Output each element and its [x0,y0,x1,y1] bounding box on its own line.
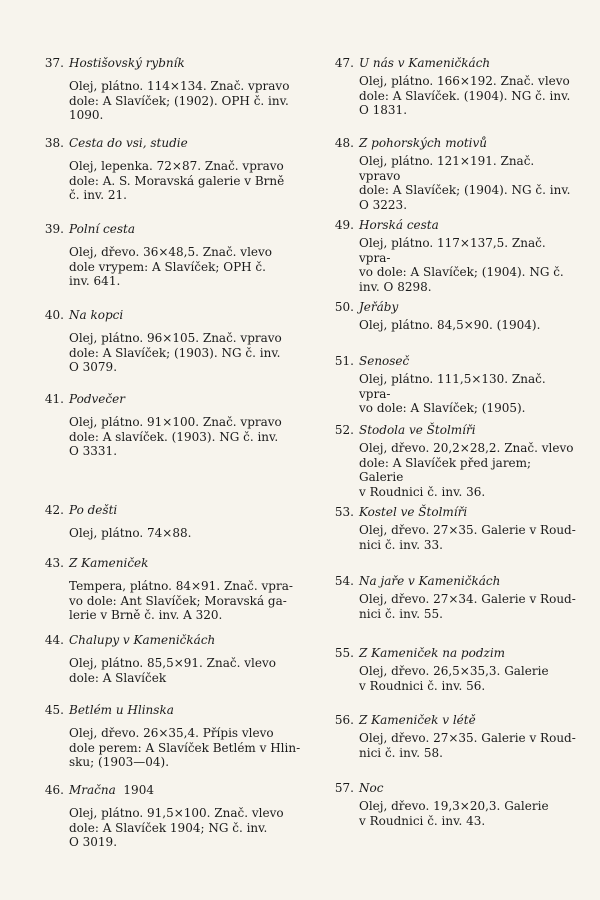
entry-title: Po dešti [69,503,118,517]
entry-description: Olej, plátno. 91×100. Znač. vpravo dole: A slavíček. (1903). NG č. inv. O 3331. [69,415,282,458]
catalog-entry-56 [326,713,576,781]
entry-title: Stodola ve Štolmíři [359,423,476,437]
entry-description: Olej, dřevo. 27×34. Galerie v Roud- nici č. inv. 55. [359,592,576,621]
entry-title: Kostel ve Štolmíři [359,505,468,519]
entry-number: 46. [44,783,64,797]
entry-number: 39. [44,222,64,236]
entry-description: Olej, plátno. 85,5×91. Znač. vlevo dole: A Slavíček [69,656,276,685]
entry-title: Cesta do vsi, studie [69,136,188,150]
entry-number: 43. [44,556,64,570]
entry-description: Olej, plátno. 111,5×130. Znač. vpra- vo dole: A Slavíček; (1905). [359,372,546,415]
catalog-entry-42 [36,503,306,556]
entry-title: Na kopci [69,308,124,322]
entry-number: 57. [334,781,354,795]
entry-description: Olej, dřevo. 27×35. Galerie v Roud- nici č. inv. 58. [359,731,576,760]
entry-description: Olej, plátno. 117×137,5. Znač. vpra- vo dole: A Slavíček; (1904). NG č. inv. O 8298. [359,236,564,294]
entry-number: 48. [334,136,354,150]
entry-number: 42. [44,503,64,517]
catalog-entry-44 [36,633,306,703]
catalog-entry-41 [36,392,306,503]
entry-number: 55. [334,646,354,660]
entry-number: 56. [334,713,354,727]
entry-title: Mračna 1904 [69,783,154,797]
left-column [36,56,306,850]
right-column [326,56,576,828]
entry-description: Olej, lepenka. 72×87. Znač. vpravo dole: A. S. Moravská galerie v Brně č. inv. 21. [69,159,285,202]
entry-title: Z Kameniček na podzim [359,646,506,660]
catalog-entry-46 [36,783,306,850]
entry-number: 50. [334,300,354,314]
entry-description: Olej, plátno. 91,5×100. Znač. vlevo dole: A Slavíček 1904; NG č. inv. O 3019. [69,806,284,849]
catalog-entry-54 [326,574,576,646]
entry-title: Jeřáby [359,300,399,314]
entry-title: Na jaře v Kameničkách [359,574,501,588]
catalog-entry-57 [326,781,576,828]
catalog-entry-40 [36,308,306,392]
entry-number: 53. [334,505,354,519]
catalog-entry-52 [326,423,576,505]
catalog-entry-50 [326,300,576,354]
entry-description: Olej, plátno. 166×192. Znač. vlevo dole: A Slavíček. (1904). NG č. inv. O 1831. [359,74,571,117]
entry-number: 52. [334,423,354,437]
catalog-entry-43 [36,556,306,633]
catalog-entry-53 [326,505,576,574]
catalog-entry-47 [326,56,576,136]
entry-number: 45. [44,703,64,717]
entry-number: 47. [334,56,354,70]
entry-title: Betlém u Hlinska [69,703,174,717]
entry-title: Podvečer [69,392,125,406]
entry-description: Olej, dřevo. 26,5×35,3. Galerie v Roudnici č. inv. 56. [359,664,549,693]
entry-title: U nás v Kameničkách [359,56,491,70]
catalog-entry-55 [326,646,576,713]
catalog-entry-51 [326,354,576,423]
entry-number: 51. [334,354,354,368]
entry-title: Senoseč [359,354,410,368]
entry-description: Olej, dřevo. 36×48,5. Znač. vlevo dole vrypem: A Slavíček; OPH č. inv. 641. [69,245,273,288]
entry-title: Horská cesta [359,218,439,232]
catalog-entry-39 [36,222,306,308]
entry-number: 44. [44,633,64,647]
entry-title: Z pohorských motivů [359,136,487,150]
entry-description: Olej, plátno. 121×191. Znač. vpravo dole: A Slavíček; (1904). NG č. inv. O 3223. [359,154,571,212]
entry-number: 41. [44,392,64,406]
entry-description: Olej, plátno. 84,5×90. (1904). [359,318,541,332]
entry-title: Hostišovský rybník [69,56,185,70]
entry-description: Olej, plátno. 74×88. [69,526,192,540]
entry-description: Olej, plátno. 96×105. Znač. vpravo dole: A Slavíček; (1903). NG č. inv. O 3079. [69,331,282,374]
entry-number: 40. [44,308,64,322]
entry-description: Olej, dřevo. 19,3×20,3. Galerie v Roudnici č. inv. 43. [359,799,549,828]
entry-description: Tempera, plátno. 84×91. Znač. vpra- vo dole: Ant Slavíček; Moravská ga- lerie v Brně č. inv. A 320. [69,579,293,622]
entry-description: Olej, dřevo. 26×35,4. Přípis vlevo dole perem: A Slavíček Betlém v Hlin- sku; (1903—04). [69,726,301,769]
catalog-entry-45 [36,703,306,783]
entry-title: Z Kameniček [69,556,149,570]
entry-description: Olej, dřevo. 20,2×28,2. Znač. vlevo dole: A Slavíček před jarem; Galerie v Roudnici č. inv. 36. [359,441,574,499]
entry-title: Chalupy v Kameničkách [69,633,216,647]
entry-number: 54. [334,574,354,588]
catalog-entry-38 [36,136,306,222]
catalog-entry-49 [326,218,576,300]
entry-number: 49. [334,218,354,232]
entry-title: Z Kameniček v létě [359,713,476,727]
entry-title: Noc [359,781,384,795]
entry-description: Olej, dřevo. 27×35. Galerie v Roud- nici č. inv. 33. [359,523,576,552]
entry-description: Olej, plátno. 114×134. Znač. vpravo dole: A Slavíček; (1902). OPH č. inv. 1090. [69,79,290,122]
catalog-entry-48 [326,136,576,218]
catalog-entry-37 [36,56,306,136]
entry-year: 1904 [123,783,154,797]
entry-title: Polní cesta [69,222,135,236]
entry-number: 38. [44,136,64,150]
entry-number: 37. [44,56,64,70]
